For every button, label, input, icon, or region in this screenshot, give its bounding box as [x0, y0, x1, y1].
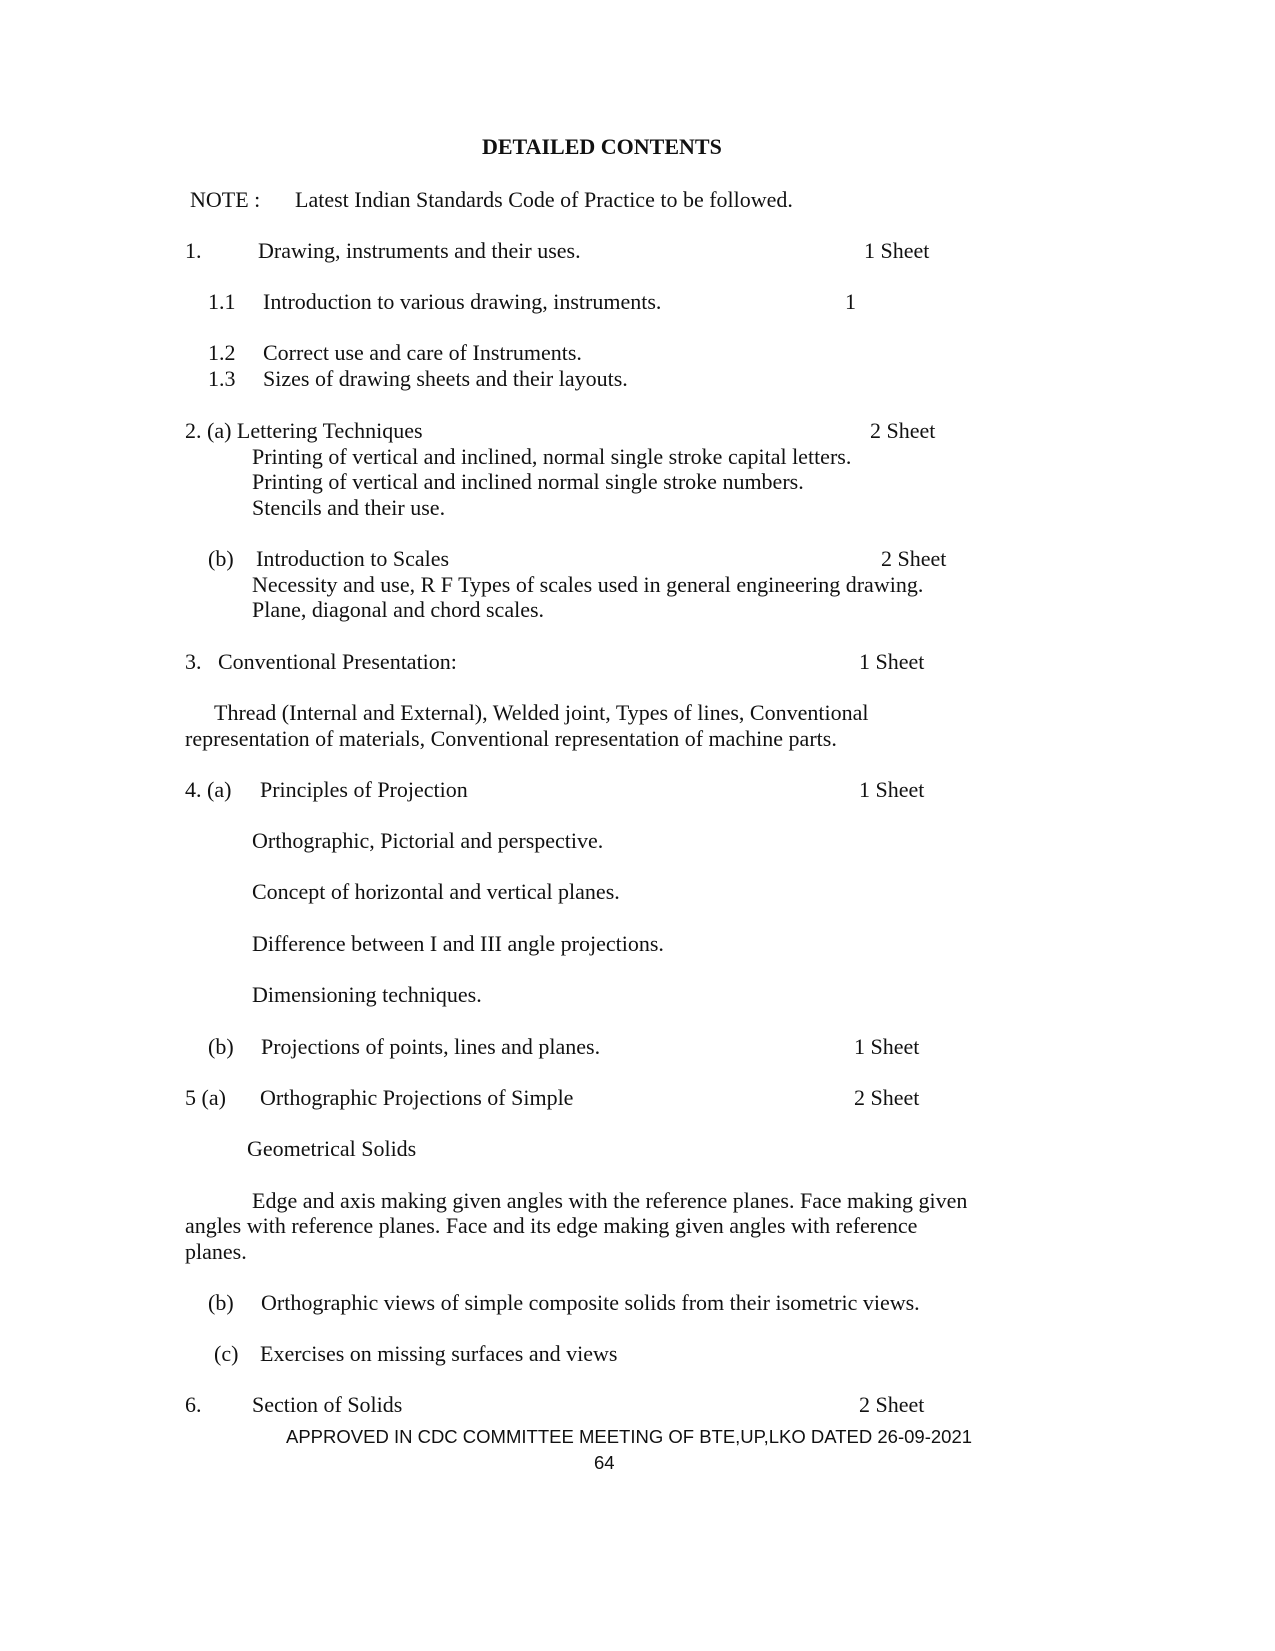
section-1-title: Drawing, instruments and their uses. [258, 238, 581, 263]
section-2a-title: 2. (a) Lettering Techniques [185, 418, 423, 443]
section-4b-sheets: 1 Sheet [854, 1034, 920, 1059]
item-1-3-number: 1.3 [208, 366, 236, 391]
section-6-number: 6. [185, 1392, 202, 1417]
section-4a-title: Principles of Projection [260, 777, 468, 802]
section-5a-subtitle: Geometrical Solids [247, 1136, 417, 1161]
section-4a-line-3: Difference between I and III angle projections. [252, 931, 664, 956]
section-5a-number: 5 (a) [185, 1085, 226, 1110]
section-5a-paragraph-line-2: angles with reference planes. Face and its edge making given angles with reference [185, 1213, 918, 1238]
section-5b-title: Orthographic views of simple composite solids from their isometric views. [261, 1290, 920, 1315]
item-1-2-number: 1.2 [208, 340, 236, 365]
section-3-number: 3. [185, 649, 202, 674]
section-5c-title: Exercises on missing surfaces and views [260, 1341, 618, 1366]
item-1-1-text: Introduction to various drawing, instruments. [263, 289, 662, 314]
item-1-1-value: 1 [845, 289, 856, 314]
section-2b-sheets: 2 Sheet [881, 546, 947, 571]
section-3-title: Conventional Presentation: [218, 649, 457, 674]
section-5a-title: Orthographic Projections of Simple [260, 1085, 574, 1110]
section-3-paragraph-line-2: representation of materials, Conventional representation of machine parts. [185, 726, 837, 751]
section-5b-label: (b) [208, 1290, 234, 1315]
section-2a-sheets: 2 Sheet [870, 418, 936, 443]
section-4a-sheets: 1 Sheet [859, 777, 925, 802]
section-4a-line-1: Orthographic, Pictorial and perspective. [252, 828, 604, 853]
section-2b-label: (b) [208, 546, 234, 571]
section-2b-title: Introduction to Scales [256, 546, 450, 571]
footer-approval: APPROVED IN CDC COMMITTEE MEETING OF BTE,UP,LKO DATED 26-09-2021 [286, 1426, 973, 1447]
section-2a-line-1: Printing of vertical and inclined, normal single stroke capital letters. [252, 444, 852, 469]
section-5a-paragraph-line-3: planes. [185, 1239, 247, 1264]
section-6-title: Section of Solids [252, 1392, 403, 1417]
section-3-sheets: 1 Sheet [859, 649, 925, 674]
section-2b-line-1: Necessity and use, R F Types of scales used in general engineering drawing. [252, 572, 924, 597]
note-label: NOTE : [190, 187, 261, 212]
item-1-3-text: Sizes of drawing sheets and their layouts. [263, 366, 628, 391]
section-3-paragraph-line-1: Thread (Internal and External), Welded joint, Types of lines, Conventional [214, 700, 869, 725]
page-number: 64 [594, 1452, 615, 1473]
section-6-sheets: 2 Sheet [859, 1392, 925, 1417]
section-2a-line-2: Printing of vertical and inclined normal single stroke numbers. [252, 469, 804, 494]
item-1-2-text: Correct use and care of Instruments. [263, 340, 582, 365]
item-1-1-number: 1.1 [208, 289, 236, 314]
note-text: Latest Indian Standards Code of Practice to be followed. [295, 187, 793, 212]
section-4a-line-2: Concept of horizontal and vertical planes. [252, 879, 620, 904]
section-4a-number: 4. (a) [185, 777, 232, 802]
section-4b-title: Projections of points, lines and planes. [261, 1034, 601, 1059]
section-1-sheets: 1 Sheet [864, 238, 930, 263]
section-4b-label: (b) [208, 1034, 234, 1059]
section-2a-line-3: Stencils and their use. [252, 495, 446, 520]
section-2b-line-2: Plane, diagonal and chord scales. [252, 597, 545, 622]
section-5a-sheets: 2 Sheet [854, 1085, 920, 1110]
section-1-number: 1. [185, 238, 202, 263]
section-4a-line-4: Dimensioning techniques. [252, 982, 482, 1007]
section-5c-label: (c) [214, 1341, 239, 1366]
section-5a-paragraph-line-1: Edge and axis making given angles with the reference planes. Face making given [252, 1188, 968, 1213]
page-title: DETAILED CONTENTS [482, 134, 722, 159]
